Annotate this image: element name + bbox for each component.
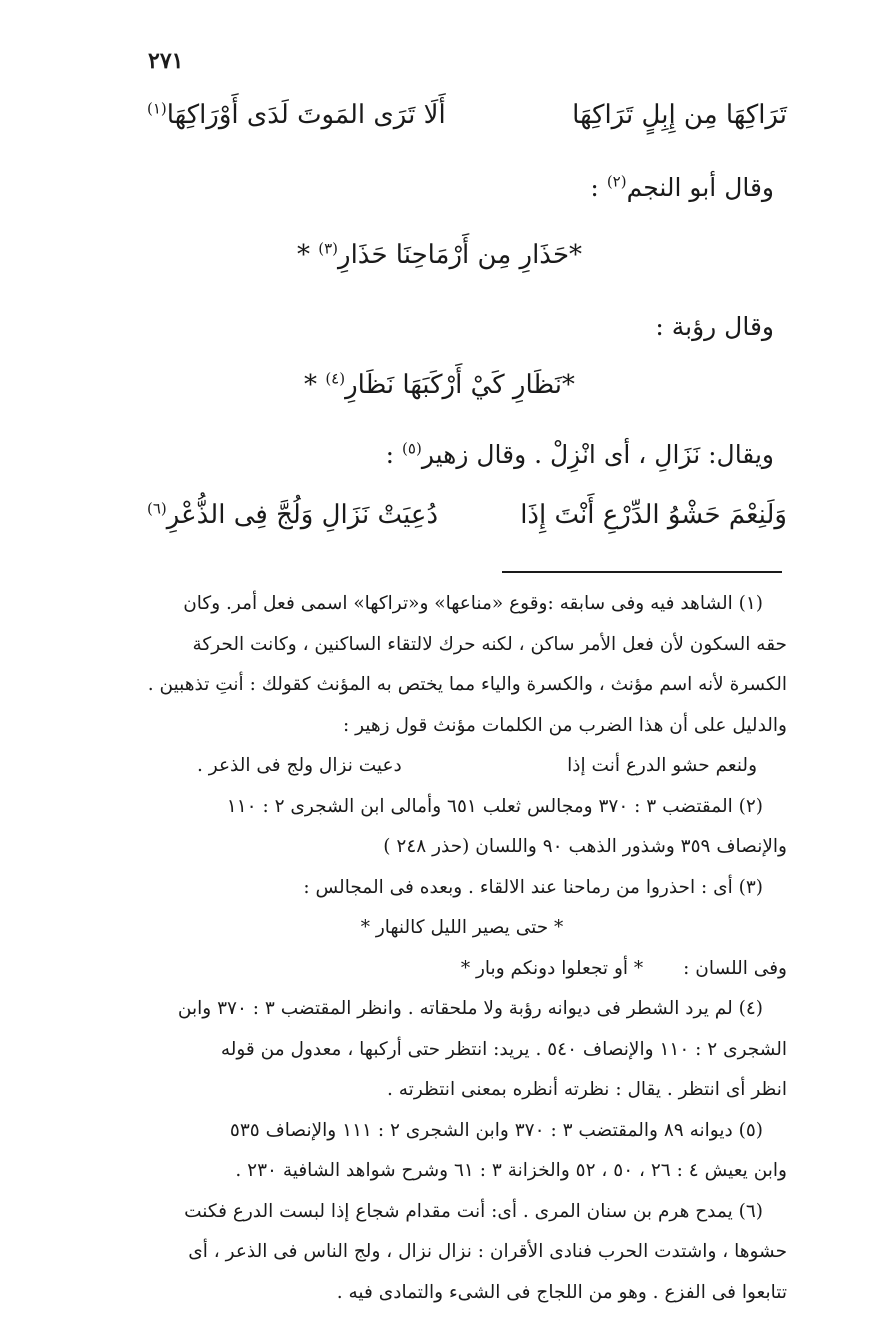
footnote-line: (١) الشاهد فيه وفى سابقه :وقوع «مناعها» و«تراكها» اسمى فعل أمر. وكان — [183, 593, 763, 614]
footnote-verse-first: ولنعم حشو الدرع أنت إذا — [567, 755, 757, 776]
verse-nadhar-asterisk: * — [304, 370, 318, 400]
footnote-marker-3: (٣) — [318, 239, 339, 258]
footnote-line: الشجرى ٢ : ١١٠ والإنصاف ٥٤٠ . يريد: انتظر حتى أركبها ، معدول من قوله — [220, 1038, 787, 1060]
footnote-marker-4: (٤) — [325, 369, 346, 388]
footnote-verse — [197, 746, 757, 787]
verse-hadhar-asterisk: * — [296, 240, 310, 270]
footnote-line: وابن يعيش ٤ : ٢٦ ، ٥٠ ، ٥٢ والخزانة ٣ : ٦١ وشرح شواهد الشافية ٢٣٠ . — [235, 1160, 787, 1181]
verse-nadhar-text: *نَظَارِ كَيْ أَرْكَبَهَا نَظَارِ — [345, 370, 575, 400]
verse-1-second-hemistich — [147, 100, 446, 130]
page-number: ٢٧١ — [148, 48, 184, 74]
footnote-marker-6: (٦) — [147, 499, 167, 518]
verse-nadhar — [0, 370, 879, 400]
line-abu-najm-text: وقال أبو النجم — [626, 173, 774, 202]
line-ruba — [655, 312, 774, 341]
footnote-line: والدليل على أن هذا الضرب من الكلمات مؤنث قول زهير : — [342, 714, 787, 736]
footnote-lisan-line — [137, 949, 787, 990]
footnote-line: انظر أى انتظر . يقال : نظرته أنظره بمعنى انتظرته . — [387, 1079, 787, 1100]
footnote-marker-2: (٢) — [606, 172, 627, 191]
line-nazal-colon: : — [385, 440, 395, 469]
line-abu-najm — [590, 173, 774, 202]
footnote-line: (٤) لم يرد الشطر فى ديوانه رؤبة ولا ملحقاته . وانظر المقتضب ٣ : ٣٧٠ وابن — [177, 998, 763, 1019]
verse-1 — [147, 100, 787, 130]
footnote-line: (٣) أى : احذروا من رماحنا عند الالقاء . وبعده فى المجالس : — [303, 876, 763, 898]
footnote-line: (٢) المقتضب ٣ : ٣٧٠ ومجالس ثعلب ٦٥١ وأمالى ابن الشجرى ٢ : ١١٠ — [226, 795, 763, 817]
verse-zuhayr-second-hemistich — [147, 500, 438, 530]
verse-hadhar — [0, 240, 879, 270]
footnote-line: تتابعوا فى الفزع . وهو من اللجاج فى الشىء والتمادى فيه . — [336, 1281, 787, 1303]
line-ruba-text: وقال رؤبة : — [655, 312, 774, 341]
footnote-marker-1: (١) — [147, 99, 167, 118]
verse-zuhayr-right-text: وَلَنِعْمَ حَشْوُ الدِّرْعِ أَنْتَ إِذَا — [520, 500, 787, 530]
verse-1-right-text: تَرَاكِهَا مِن إِبِلٍ تَرَاكِهَا — [572, 100, 787, 130]
footnote-divider — [502, 571, 782, 573]
verse-zuhayr-left-text: دُعِيَتْ نَزَالِ وَلُجَّ فِى الذُّعْرِ — [166, 500, 439, 530]
footnote-line: والإنصاف ٣٥٩ وشذور الذهب ٩٠ واللسان (حذر ٢٤٨ ) — [383, 836, 787, 857]
footnote-line: (٥) ديوانه ٨٩ والمقتضب ٣ : ٣٧٠ وابن الشجرى ٢ : ١١١ والإنصاف ٥٣٥ — [229, 1119, 763, 1141]
verse-1-left-text: أَلَا تَرَى المَوتَ لَدَى أَوْرَاكِهَا — [166, 100, 446, 130]
footnote-line: الكسرة لأنه اسم مؤنث ، والكسرة والياء مما يختص به المؤنث كقولك : أنتِ تذهبين . — [147, 674, 787, 695]
verse-zuhayr-first-hemistich — [520, 500, 787, 530]
line-nazal — [386, 440, 774, 469]
verse-zuhayr — [147, 500, 787, 530]
footnote-quoted-verse: * حتى يصير الليل كالنهار * — [360, 917, 564, 938]
footnote-verse-second: دعيت نزال ولج فى الذعر . — [197, 755, 402, 776]
verse-1-first-hemistich — [572, 100, 787, 130]
footnote-line: حشوها ، واشتدت الحرب فنادى الأقران : نزال نزال ، ولج الناس فى الذعر ، أى — [188, 1241, 787, 1262]
footnote-line: (٦) يمدح هرم بن سنان المرى . أى: أنت مقدام شجاع إذا لبست الدرع فكنت — [184, 1200, 763, 1222]
footnote-lisan-label: وفى اللسان : — [683, 957, 787, 979]
line-abu-najm-colon: : — [590, 173, 599, 202]
verse-hadhar-text: *حَذَارِ مِن أَرْمَاحِنَا حَذَارِ — [338, 240, 583, 270]
footnote-marker-5: (٥) — [402, 439, 422, 458]
footnotes — [137, 584, 787, 1313]
footnote-line: حقه السكون لأن فعل الأمر ساكن ، لكنه حرك لالتقاء الساكنين ، وكانت الحركة — [192, 633, 787, 655]
footnote-lisan-verse: * أو تجعلوا دونكم وبار * — [460, 957, 644, 979]
line-nazal-text: ويقال: نَزَالِ ، أى انْزِلْ . وقال زهير — [421, 440, 774, 469]
